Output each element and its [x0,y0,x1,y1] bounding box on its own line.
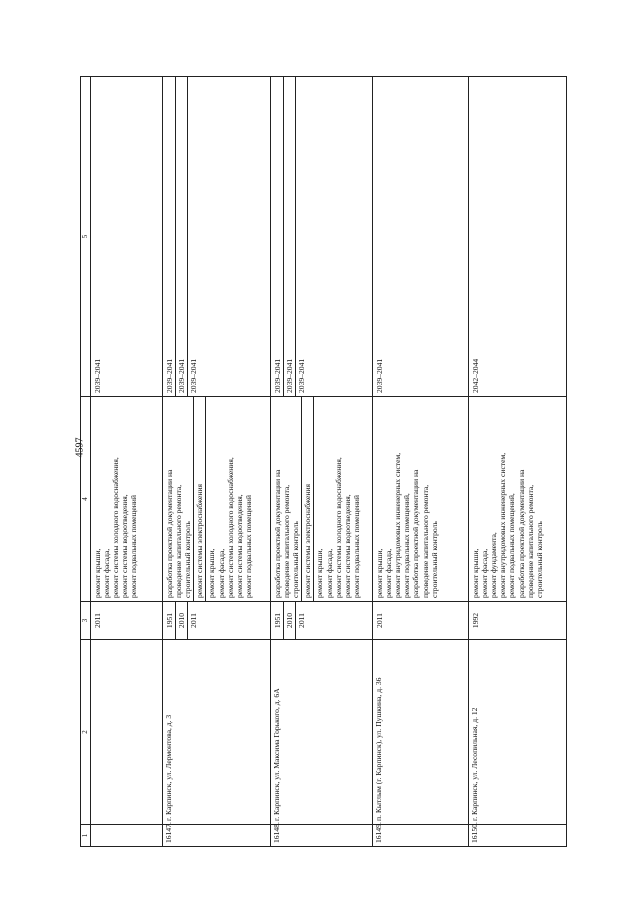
work-item: строительный контроль [183,521,193,598]
works-group [301,397,313,601]
period-cell [271,77,373,397]
work-item: ремонт внутридомовых инженерных систем, [393,452,403,598]
year-cell [163,602,271,640]
work-item: проведение капитального ремонта, [525,484,535,598]
work-item: ремонт системы холодного водоснабжения, [111,457,121,598]
row-number [91,825,163,847]
year-value: 2011 [93,613,102,628]
works-group [374,400,440,598]
header-col-4: 4 [81,397,91,602]
period-cell [373,77,469,397]
period-cell [469,77,567,397]
year-value: 1951 [273,612,282,629]
works-cell [469,397,567,602]
period-cell [91,77,163,397]
year-value: 1951 [165,612,174,629]
work-item: ремонт подвальных помещений [243,495,253,598]
year-cell [91,602,163,640]
work-item: разработка проектной документации на [516,469,526,598]
year-value: 2011 [375,613,384,628]
period-value: 2039–2041 [283,77,295,396]
period-value: 2039–2041 [93,358,102,393]
work-item: ремонт крыши, [93,548,102,598]
table-row [163,77,271,847]
work-item: проведение капитального ремонта, [282,484,292,598]
work-item: ремонт фундамента, [489,532,499,598]
address-cell [91,640,163,825]
period-value: 2039–2041 [295,77,307,396]
period-value: 2039–2041 [273,358,282,393]
work-item: ремонт системы водоотведения, [342,494,352,598]
year-cell [271,602,373,640]
year-value: 1992 [471,612,480,629]
work-item: ремонт системы водоотведения, [120,494,130,598]
work-item: ремонт подвальных помещений, [402,493,412,598]
work-item: ремонт крыши, [207,548,217,598]
works-cell [91,397,163,602]
rotated-table-container [80,77,550,847]
address-cell: г. Карпинск, ул. Максима Горького, д. 6А [271,640,373,825]
work-item: ремонт подвальных помещений [129,495,139,598]
works-cell [163,397,271,602]
work-item: проведение капитального ремонта, [420,484,430,598]
work-item: ремонт системы электроснабжения [195,483,205,598]
work-item: разработка проектной документации на [165,469,174,598]
year-cell [469,602,567,640]
period-value: 2039–2041 [375,358,384,393]
address-cell: п. Кытлым (г. Карпинск), ул. Пушкина, д. 36 [373,640,469,825]
works-group [193,397,205,601]
header-col-5: 5 [81,77,91,397]
work-item: строительный контроль [291,521,301,598]
work-item: ремонт внутридомовых инженерных систем, [498,452,508,598]
table-body [91,77,567,847]
header-col-2: 2 [81,640,91,825]
header-col-1: 1 [81,825,91,847]
address-cell: г. Карпинск, ул. Лермонтова, д. 3 [163,640,271,825]
work-item: ремонт фасада, [384,548,394,598]
work-item: ремонт крыши, [315,548,325,598]
work-item: ремонт фасада, [102,548,112,598]
works-cell [271,397,373,602]
page-number: 4597 [74,437,86,458]
period-value: 2039–2041 [175,77,187,396]
repair-schedule-table [80,76,567,847]
work-item: ремонт системы холодного водоснабжения, [333,457,343,598]
row-number: 16149. [373,825,469,847]
row-number: 16148. [271,825,373,847]
year-value: 2011 [187,602,199,639]
header-col-3: 3 [81,602,91,640]
table-row [271,77,373,847]
period-value: 2039–2041 [165,358,174,393]
work-item: строительный контроль [429,521,439,598]
works-group [470,400,545,598]
table-row [469,77,567,847]
year-value: 2010 [175,602,187,639]
work-item: разработка проектной документации на [411,469,421,598]
work-item: строительный контроль [534,521,544,598]
row-number: 16150. [469,825,567,847]
work-item: разработка проектной документации на [273,469,282,598]
works-group [92,400,140,598]
works-cell [373,397,469,602]
year-value: 2010 [283,602,295,639]
work-item: ремонт фасада, [216,548,226,598]
works-group [205,397,254,601]
works-group [164,400,193,598]
row-number: 16147. [163,825,271,847]
work-item: проведение капитального ремонта, [174,484,184,598]
period-cell [163,77,271,397]
works-group [272,400,301,598]
works-group [313,397,362,601]
period-value: 2039–2041 [187,77,199,396]
work-item: ремонт системы водоотведения, [234,494,244,598]
rotated-sheet [80,77,550,847]
work-item: ремонт крыши, [375,548,384,598]
table-row [91,77,163,847]
header-row [81,77,91,847]
work-item: ремонт фасада, [480,548,490,598]
year-value: 2011 [295,602,307,639]
work-item: ремонт системы электроснабжения [303,483,313,598]
work-item: ремонт крыши, [471,548,480,598]
period-value: 2042–2044 [471,358,480,393]
work-item: ремонт подвальных помещений, [507,493,517,598]
work-item: ремонт подвальных помещений [351,495,361,598]
work-item: ремонт системы холодного водоснабжения, [225,457,235,598]
work-item: ремонт фасада, [324,548,334,598]
address-cell: г. Карпинск, ул. Лесопильная, д. 12 [469,640,567,825]
table-row [373,77,469,847]
year-cell [373,602,469,640]
